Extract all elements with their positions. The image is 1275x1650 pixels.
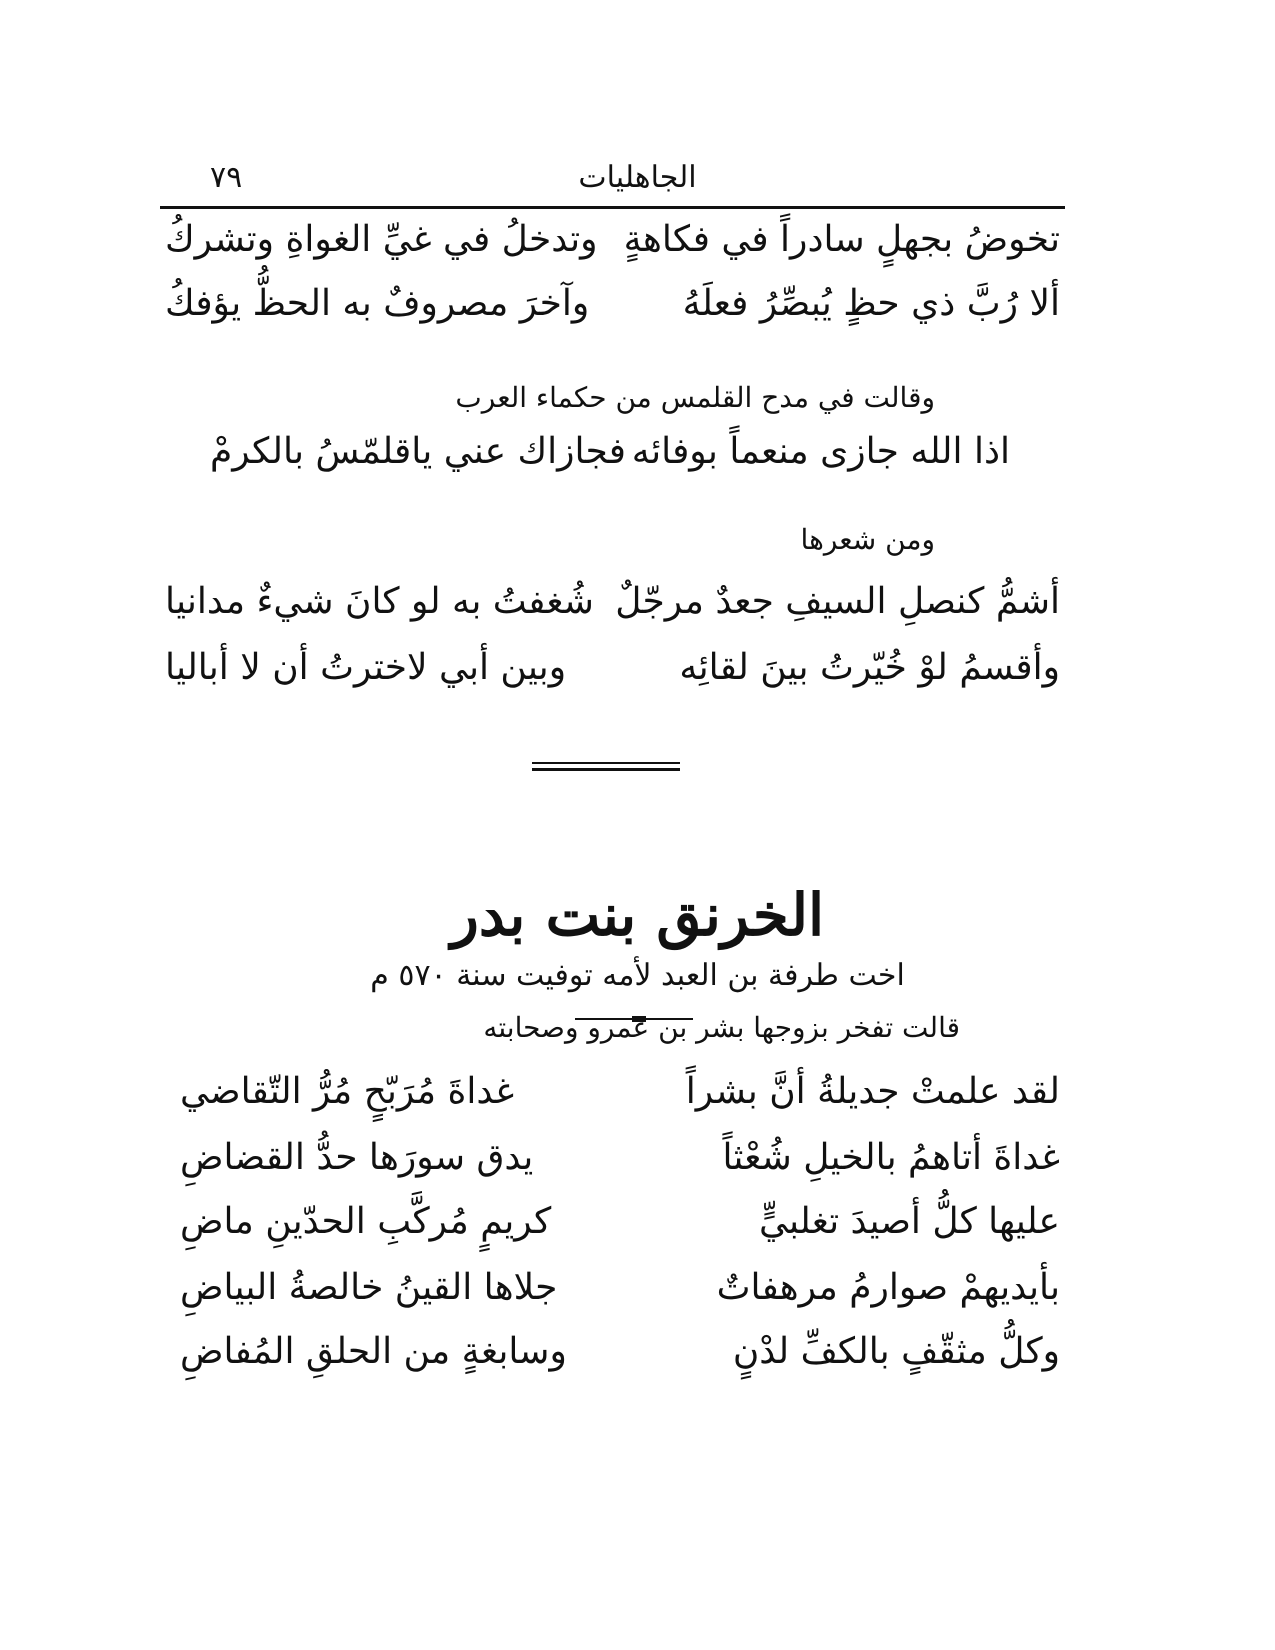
poem-intro-qalamas: وقالت في مدح القلمس من حكماء العرب xyxy=(455,381,935,414)
verse-7-right-hemistich: غداةَ أتاهمُ بالخيلِ شُعْثاً xyxy=(722,1137,1060,1178)
verse-9-right-hemistich: بأيديهمْ صوارمُ مرهفاتٌ xyxy=(716,1267,1060,1308)
verse-9-left-hemistich: جلاها القينُ خالصةُ البياضِ xyxy=(180,1267,558,1308)
verse-4-left-hemistich: شُغفتُ به لو كانَ شيءٌ مدانيا xyxy=(165,581,594,622)
verse-2-left-hemistich: وآخرَ مصروفٌ به الحظُّ يؤفكُ xyxy=(165,283,590,324)
verse-1-left-hemistich: وتدخلُ في غيِّ الغواةِ وتشركُ xyxy=(165,219,598,260)
verse-5-right-hemistich: وأقسمُ لوْ خُيّرتُ بينَ لقائِه xyxy=(679,647,1060,688)
verse-7-left-hemistich: يدق سورَها حدُّ القضاضِ xyxy=(180,1137,534,1178)
header-rule xyxy=(160,206,1065,209)
verse-5-left-hemistich: وبين أبي لاخترتُ أن لا أباليا xyxy=(165,647,567,688)
verse-1-right-hemistich: تخوضُ بجهلٍ سادراً في فكاهةٍ xyxy=(623,219,1060,260)
verse-6-right-hemistich: لقد علمتْ جديلةُ أنَّ بشراً xyxy=(685,1071,1060,1112)
section-title: الخرنق بنت بدر xyxy=(450,881,825,949)
poem-intro-shiruha: ومن شعرها xyxy=(800,523,935,556)
page-number: ٧٩ xyxy=(210,160,243,195)
verse-8-right-hemistich: عليها كلُّ أصيدَ تغلبيٍّ xyxy=(758,1201,1060,1242)
verse-4-right-hemistich: أشمُّ كنصلِ السيفِ جعدٌ مرجّلٌ xyxy=(615,581,1060,622)
verse-10-left-hemistich: وسابغةٍ من الحلقِ المُفاضِ xyxy=(180,1331,567,1372)
verse-3-right-hemistich: اذا الله جازى منعماً بوفائه xyxy=(631,431,1010,472)
running-header-title: الجاهليات xyxy=(578,160,697,195)
verse-10-right-hemistich: وكلُّ مثقّفٍ بالكفِّ لدْنٍ xyxy=(732,1331,1060,1372)
section-subtitle: اخت طرفة بن العبد لأمه توفيت سنة ٥٧٠ م xyxy=(370,958,905,993)
verse-3-left-hemistich: فجازاك عني ياقلمّسُ بالكرمْ xyxy=(210,431,626,472)
poem-intro-bishr: قالت تفخر بزوجها بشر بن عمرو وصحابته xyxy=(483,1011,960,1044)
verse-8-left-hemistich: كريمٍ مُركَّبِ الحدّينِ ماضِ xyxy=(180,1201,552,1242)
section-separator-top-line xyxy=(532,762,680,764)
verse-6-left-hemistich: غداةَ مُرَبّحٍ مُرُّ التّقاضي xyxy=(180,1071,515,1112)
section-separator-bottom-line xyxy=(532,768,680,771)
verse-2-right-hemistich: ألا رُبَّ ذي حظٍ يُبصِّرُ فعلَهُ xyxy=(682,283,1060,324)
